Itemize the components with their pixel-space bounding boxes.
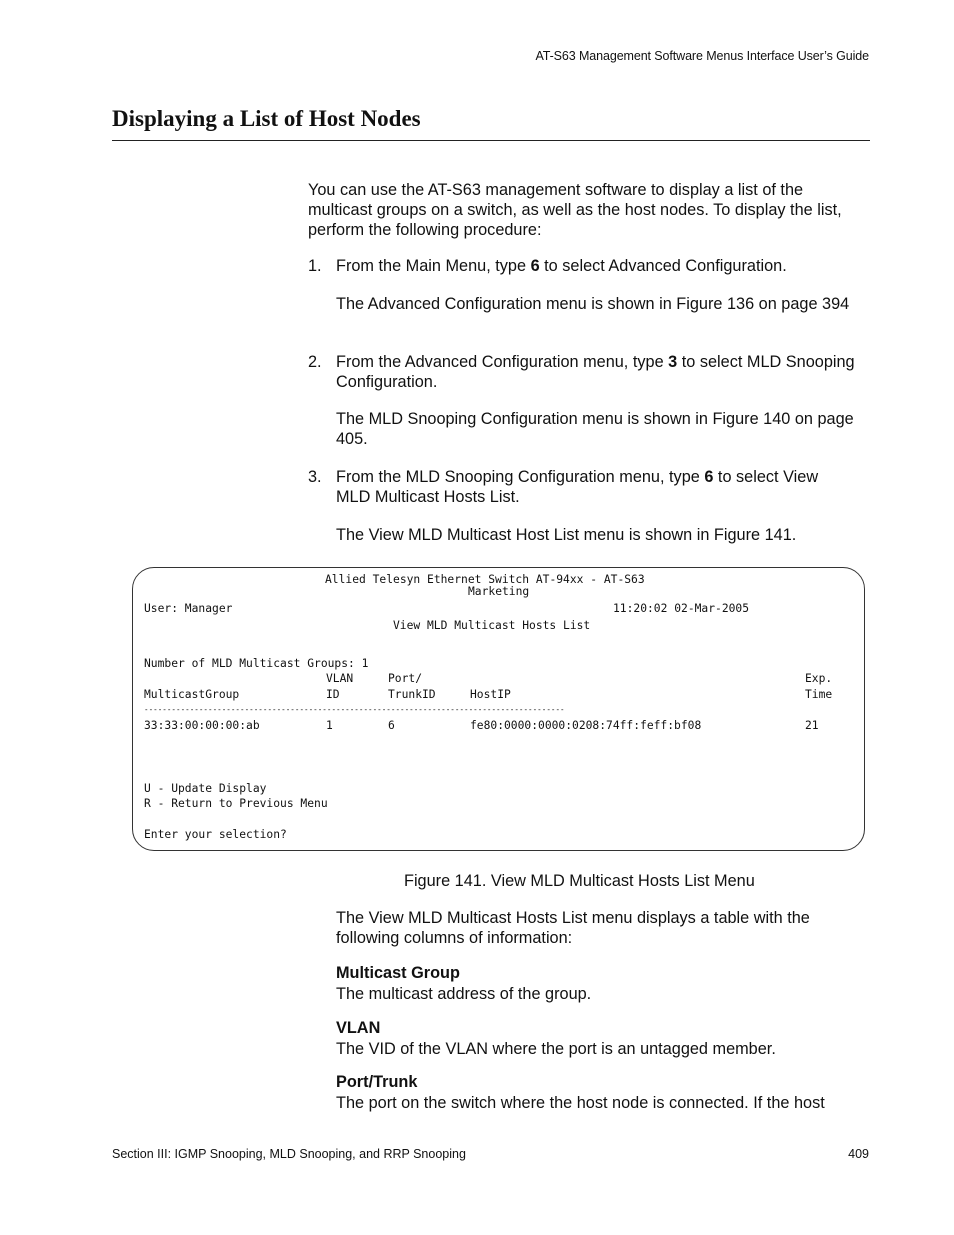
terminal-user: User: Manager xyxy=(144,602,233,615)
definition-desc-vlan: The VID of the VLAN where the port is an untagged member. xyxy=(336,1040,776,1058)
step-text: From the MLD Snooping Configuration menu, type 6 to select View MLD Multicast Hosts List. xyxy=(336,468,819,506)
row-host-ip: fe80:0000:0000:0208:74ff:feff:bf08 xyxy=(470,719,702,732)
figure-caption: Figure 141. View MLD Multicast Hosts List Menu xyxy=(404,872,755,890)
column-header-multicast-group: MulticastGroup xyxy=(144,688,240,701)
step-text: From the Main Menu, type 6 to select Advanced Configuration. xyxy=(336,257,787,275)
step-number: 3. xyxy=(308,468,322,486)
title-rule xyxy=(112,140,870,141)
section-title: Displaying a List of Host Nodes xyxy=(112,106,421,131)
row-port: 6 xyxy=(388,719,395,732)
terminal-separator: -------------------------------------------------------------------------------------------- xyxy=(144,705,565,714)
column-header-trunkid: TrunkID xyxy=(388,688,436,701)
terminal-screen xyxy=(132,567,865,851)
column-header-id: ID xyxy=(326,688,340,701)
running-header: AT-S63 Management Software Menus Interface User’s Guide xyxy=(535,49,869,63)
column-header-port: Port/ xyxy=(388,672,423,685)
terminal-system-name: Marketing xyxy=(468,585,530,598)
terminal-datetime: 11:20:02 02-Mar-2005 xyxy=(613,602,750,615)
terminal-banner: Allied Telesyn Ethernet Switch AT-94xx - AT-S63 xyxy=(325,573,645,586)
column-header-exp: Exp. xyxy=(805,672,833,685)
menu-option-return: R - Return to Previous Menu xyxy=(144,797,328,810)
row-vlan: 1 xyxy=(326,719,333,732)
menu-option-update: U - Update Display xyxy=(144,782,267,795)
column-header-vlan: VLAN xyxy=(326,672,354,685)
step-2-note: The MLD Snooping Configuration menu is shown in Figure 140 on page 405. xyxy=(336,410,854,448)
column-header-time: Time xyxy=(805,688,833,701)
footer-page-number: 409 xyxy=(848,1147,869,1161)
intro-paragraph: You can use the AT-S63 management software to display a list of the multicast groups on a switch, as well as the host nodes. To display the list, perform the following procedure: xyxy=(308,181,842,239)
definition-term-multicast-group: Multicast Group xyxy=(336,964,460,982)
step-1-note: The Advanced Configuration menu is shown in Figure 136 on page 394 xyxy=(336,295,850,313)
step-number: 2. xyxy=(308,353,322,371)
terminal-menu-title: View MLD Multicast Hosts List xyxy=(393,619,591,632)
step-3-note: The View MLD Multicast Host List menu is shown in Figure 141. xyxy=(336,526,797,544)
terminal-prompt: Enter your selection? xyxy=(144,828,287,841)
definition-desc-multicast-group: The multicast address of the group. xyxy=(336,985,592,1003)
step-text: From the Advanced Configuration menu, type 3 to select MLD Snooping Configuration. xyxy=(336,353,855,391)
definition-term-vlan: VLAN xyxy=(336,1019,381,1037)
step-number: 1. xyxy=(308,257,322,275)
row-multicast-group: 33:33:00:00:00:ab xyxy=(144,719,260,732)
definition-desc-port-trunk: The port on the switch where the host node is connected. If the host xyxy=(336,1094,825,1112)
row-exp-time: 21 xyxy=(805,719,819,732)
terminal-group-count: Number of MLD Multicast Groups: 1 xyxy=(144,657,369,670)
definition-term-port-trunk: Port/Trunk xyxy=(336,1073,418,1091)
after-figure-paragraph: The View MLD Multicast Hosts List menu displays a table with the following columns of information: xyxy=(336,909,810,947)
footer-section: Section III: IGMP Snooping, MLD Snooping, and RRP Snooping xyxy=(112,1147,466,1161)
column-header-hostip: HostIP xyxy=(470,688,511,701)
